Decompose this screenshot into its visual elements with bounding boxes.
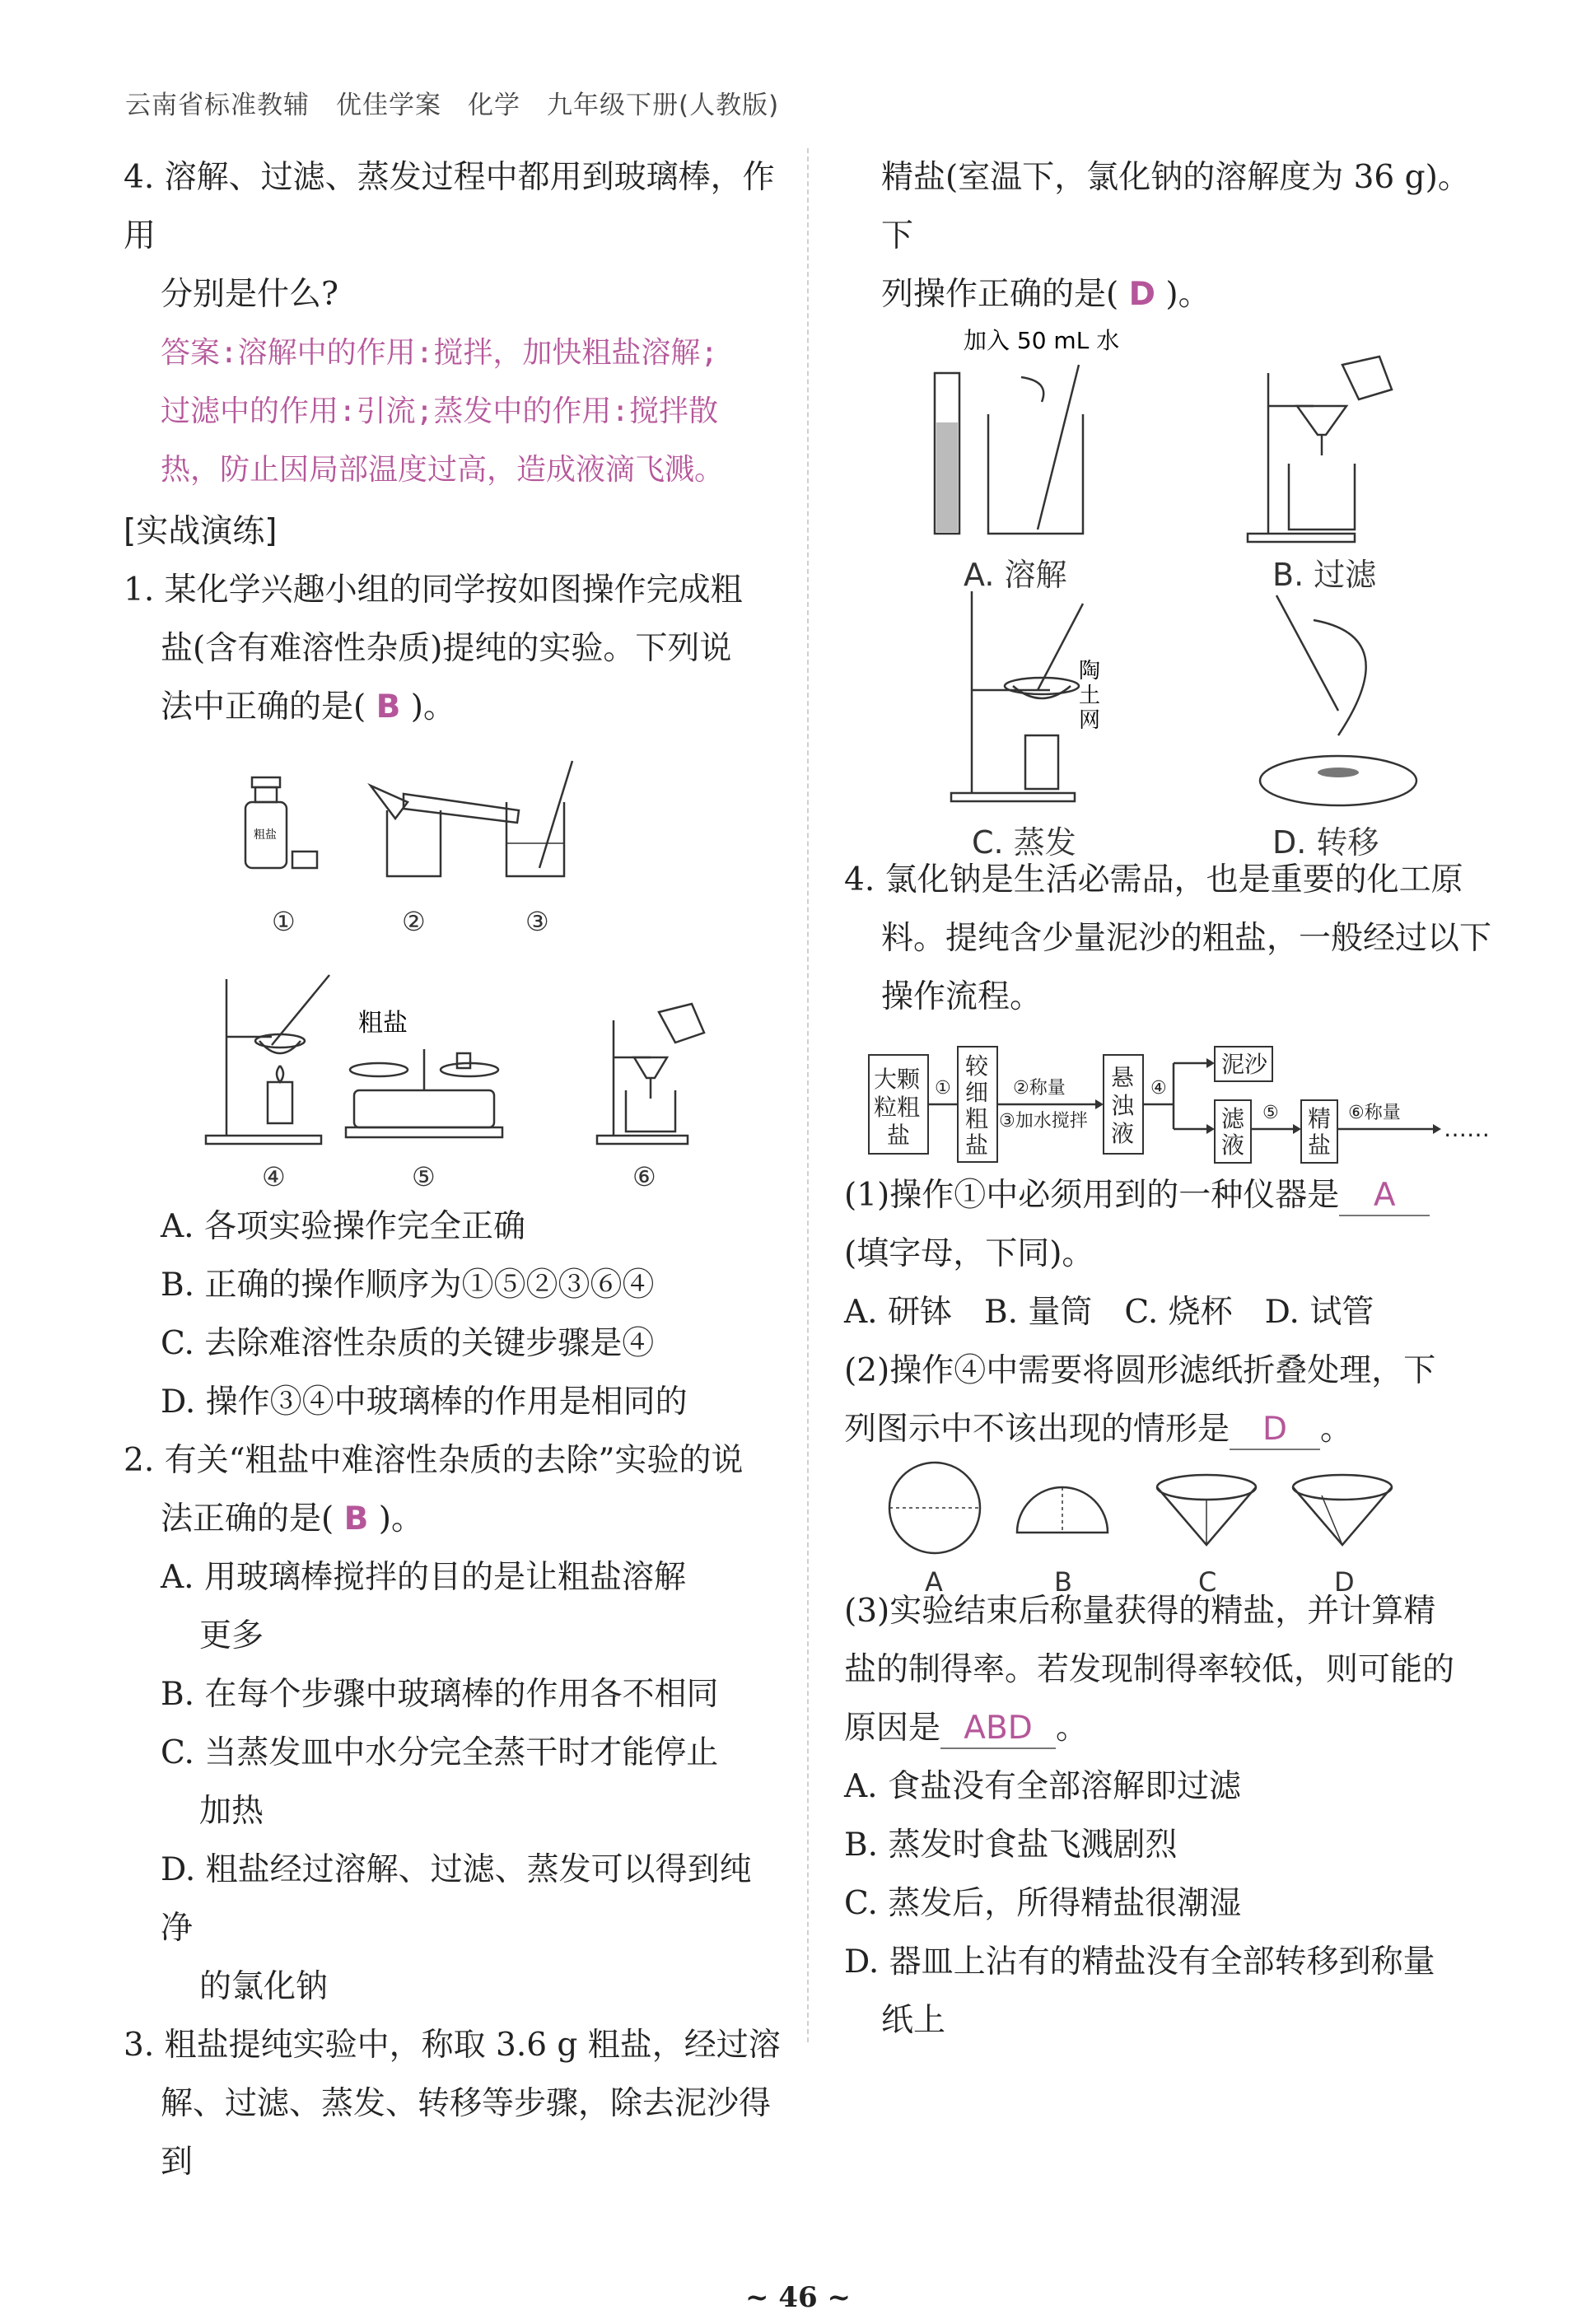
sub1-line2: (填字母，下同)。 [844, 1235, 1094, 1272]
q3-answer: D [1128, 276, 1155, 313]
q2-option-c: C. 当蒸发皿中水分完全蒸干时才能停止 [161, 1734, 719, 1771]
flow-filtrate-l2: 液 [1221, 1132, 1245, 1159]
q4-text-line1: 4. 溶解、过滤、蒸发过程中都用到玻璃棒，作用 [124, 159, 775, 254]
filter-paper-cone-d-icon [1293, 1475, 1392, 1545]
filter-paper-half-icon [1017, 1487, 1108, 1533]
flow-step6: ⑥称量 [1348, 1103, 1401, 1123]
sub1-line1: (1)操作①中必须用到的一种仪器是 A [844, 1166, 1495, 1225]
flow-box1-l3: 盐 [887, 1122, 911, 1149]
flow-box3-l1: 悬 [1111, 1064, 1135, 1091]
flow-ellipsis: …… [1444, 1115, 1490, 1142]
flow-fine-l1: 精 [1308, 1105, 1332, 1132]
paper-label-c: C [1198, 1566, 1217, 1598]
q2-option-a: A. 用玻璃棒搅拌的目的是让粗盐溶解 [161, 1559, 686, 1596]
filter-paper-circle-icon [889, 1463, 980, 1553]
flow-fine-l2: 盐 [1308, 1132, 1332, 1159]
flow-box1-l2: 粒粗 [874, 1094, 921, 1121]
q4r-text-line3: 操作流程。 [881, 978, 1043, 1015]
sub3-option-a: A. 食盐没有全部溶解即过滤 [844, 1768, 1241, 1805]
paper-label-d: D [1334, 1566, 1355, 1598]
q1-answer: B [376, 688, 401, 726]
filter-icon [1248, 357, 1392, 542]
q4-answer-line2: 过滤中的作用:引流;蒸发中的作用:搅拌散 [161, 394, 719, 428]
sub3-option-b: B. 蒸发时食盐飞溅剧烈 [844, 1827, 1178, 1864]
left-column [124, 148, 782, 2191]
q3-figure [844, 324, 1495, 861]
beaker-pour-icon [371, 786, 519, 876]
flow-box2-l2: 细 [965, 1079, 989, 1106]
sub3-option-d-cont: 纸上 [881, 2002, 946, 2039]
transfer-icon [1260, 595, 1416, 805]
q1-apparatus-drawing [124, 736, 782, 1197]
net-label-1: 陶 [1079, 659, 1101, 684]
balance-icon [346, 1049, 502, 1137]
flow-box3-l2: 浊 [1111, 1092, 1135, 1119]
filter-paper-figure [844, 1458, 1495, 1598]
column-divider [807, 148, 809, 2042]
fig-label-6: ⑥ [632, 1161, 656, 1192]
fig-label-5: ⑤ [412, 1161, 436, 1192]
salt-label: 粗盐 [358, 1009, 408, 1038]
sub3-option-c: C. 蒸发后，所得精盐很潮湿 [844, 1885, 1242, 1922]
sub1-answer: A [1339, 1177, 1430, 1216]
net-label-3: 网 [1079, 708, 1101, 733]
paper-label-b: B [1054, 1566, 1072, 1598]
q2-text-line1: 2. 有关“粗盐中难溶性杂质的去除”实验的说 [124, 1442, 744, 1479]
flowchart-drawing [844, 1026, 1495, 1166]
flow-box2-l3: 粗 [965, 1105, 989, 1132]
sub2-answer: D [1230, 1411, 1320, 1450]
flow-step2: ②称量 [1013, 1078, 1066, 1099]
flow-step5: ⑤ [1262, 1103, 1279, 1123]
q2-option-b: B. 在每个步骤中玻璃棒的作用各不相同 [161, 1676, 719, 1713]
q3-fig-a: A. 溶解 [964, 557, 1067, 593]
flow-box3-l3: 液 [1111, 1120, 1135, 1147]
q2-option-c-cont: 加热 [199, 1793, 264, 1830]
page-number: ~ 46 ~ [745, 2281, 851, 2314]
q4r-text-line1: 4. 氯化钠是生活必需品，也是重要的化工原 [844, 861, 1463, 898]
flow-box2-l1: 较 [965, 1052, 989, 1080]
q3-text-line1: 3. 粗盐提纯实验中，称取 3.6 g 粗盐，经过溶 [124, 2027, 781, 2064]
fig-label-1: ① [272, 906, 296, 937]
filter-paper-cone-c-icon [1157, 1475, 1256, 1545]
fig-label-3: ③ [525, 906, 549, 937]
beaker-stir-icon [506, 761, 572, 876]
q1-option-a: A. 各项实验操作完全正确 [161, 1208, 525, 1245]
flow-step3: ③加水搅拌 [999, 1111, 1088, 1132]
section-title: [实战演练] [124, 513, 278, 550]
flow-step1: ① [935, 1078, 951, 1099]
q1-option-c: C. 去除难溶性杂质的关键步骤是④ [161, 1325, 655, 1362]
q3-fig-d: D. 转移 [1272, 824, 1379, 861]
q3-text-line2: 解、过滤、蒸发、转移等步骤，除去泥沙得到 [161, 2085, 772, 2181]
q1-option-d: D. 操作③④中玻璃棒的作用是相同的 [161, 1383, 688, 1421]
evaporation-icon [951, 591, 1083, 801]
sub3-answer: ABD [940, 1710, 1056, 1749]
sub1-options: A. 研钵 B. 量筒 C. 烧杯 D. 试管 [844, 1294, 1374, 1331]
fig-label-4: ④ [262, 1161, 286, 1192]
flow-mud: 泥沙 [1221, 1051, 1268, 1078]
q4-text-line2: 分别是什么? [161, 276, 338, 313]
q4-answer-line1: 答案:溶解中的作用:搅拌，加快粗盐溶解; [161, 336, 719, 370]
q1-option-b: B. 正确的操作顺序为①⑤②③⑥④ [161, 1267, 655, 1304]
filtration-icon [597, 1004, 704, 1144]
flowchart [844, 1026, 1495, 1166]
paper-label-a: A [925, 1566, 943, 1598]
sub2-line2: 列图示中不该出现的情形是 D 。 [844, 1400, 1495, 1458]
bottle-label: 粗盐 [254, 828, 277, 842]
net-label-2: 土 [1079, 684, 1101, 708]
q4-answer-line3: 热，防止因局部温度过高，造成液滴飞溅。 [161, 453, 725, 487]
flow-step4: ④ [1150, 1078, 1167, 1099]
q3-fig-b: B. 过滤 [1272, 557, 1377, 593]
q2-option-d: D. 粗盐经过溶解、过滤、蒸发可以得到纯净 [161, 1851, 752, 1947]
q2-option-a-cont: 更多 [199, 1617, 264, 1654]
salt-bottle-icon [245, 777, 317, 868]
q4r-text-line2: 料。提纯含少量泥沙的粗盐，一般经过以下 [881, 920, 1492, 957]
q1-text-line3: 法中正确的是( B )。 [161, 688, 455, 726]
q2-answer: B [343, 1500, 369, 1537]
flow-filtrate-l1: 滤 [1221, 1105, 1245, 1132]
flow-box1-l1: 大颗 [874, 1066, 921, 1093]
page-header: 云南省标准教辅 优佳学案 化学 九年级下册(人教版) [125, 91, 780, 120]
q2-text-line2: 法正确的是( B )。 [161, 1500, 423, 1537]
evaporation-stand-icon [206, 975, 329, 1144]
q1-text-line1: 1. 某化学兴趣小组的同学按如图操作完成粗 [124, 572, 743, 609]
q2-option-d-cont: 的氯化钠 [199, 1968, 329, 2005]
q3-text-line4: 列操作正确的是( D )。 [881, 276, 1211, 313]
water-label: 加入 50 mL 水 [964, 327, 1120, 354]
sub3-line2: 盐的制得率。若发现制得率较低，则可能的 [844, 1651, 1455, 1688]
q3-text-line3: 精盐(室温下，氯化钠的溶解度为 36 g)。下 [881, 159, 1470, 254]
sub3-line3: 原因是 ABD 。 [844, 1699, 1495, 1757]
q1-text-line2: 盐(含有难溶性杂质)提纯的实验。下列说 [161, 630, 732, 667]
q3-fig-c: C. 蒸发 [972, 824, 1076, 861]
dissolve-icon [935, 365, 1083, 534]
q3-apparatus-drawing [844, 324, 1495, 851]
sub3-option-d: D. 器皿上沾有的精盐没有全部转移到称量 [844, 1943, 1435, 1981]
flow-box2-l4: 盐 [965, 1132, 989, 1159]
fig-label-2: ② [402, 906, 426, 937]
sub3-line1: (3)实验结束后称量获得的精盐，并计算精 [844, 1593, 1436, 1630]
q1-figure [124, 736, 782, 1197]
sub2-line1: (2)操作④中需要将圆形滤纸折叠处理，下 [844, 1352, 1436, 1389]
right-column [844, 148, 1495, 2050]
